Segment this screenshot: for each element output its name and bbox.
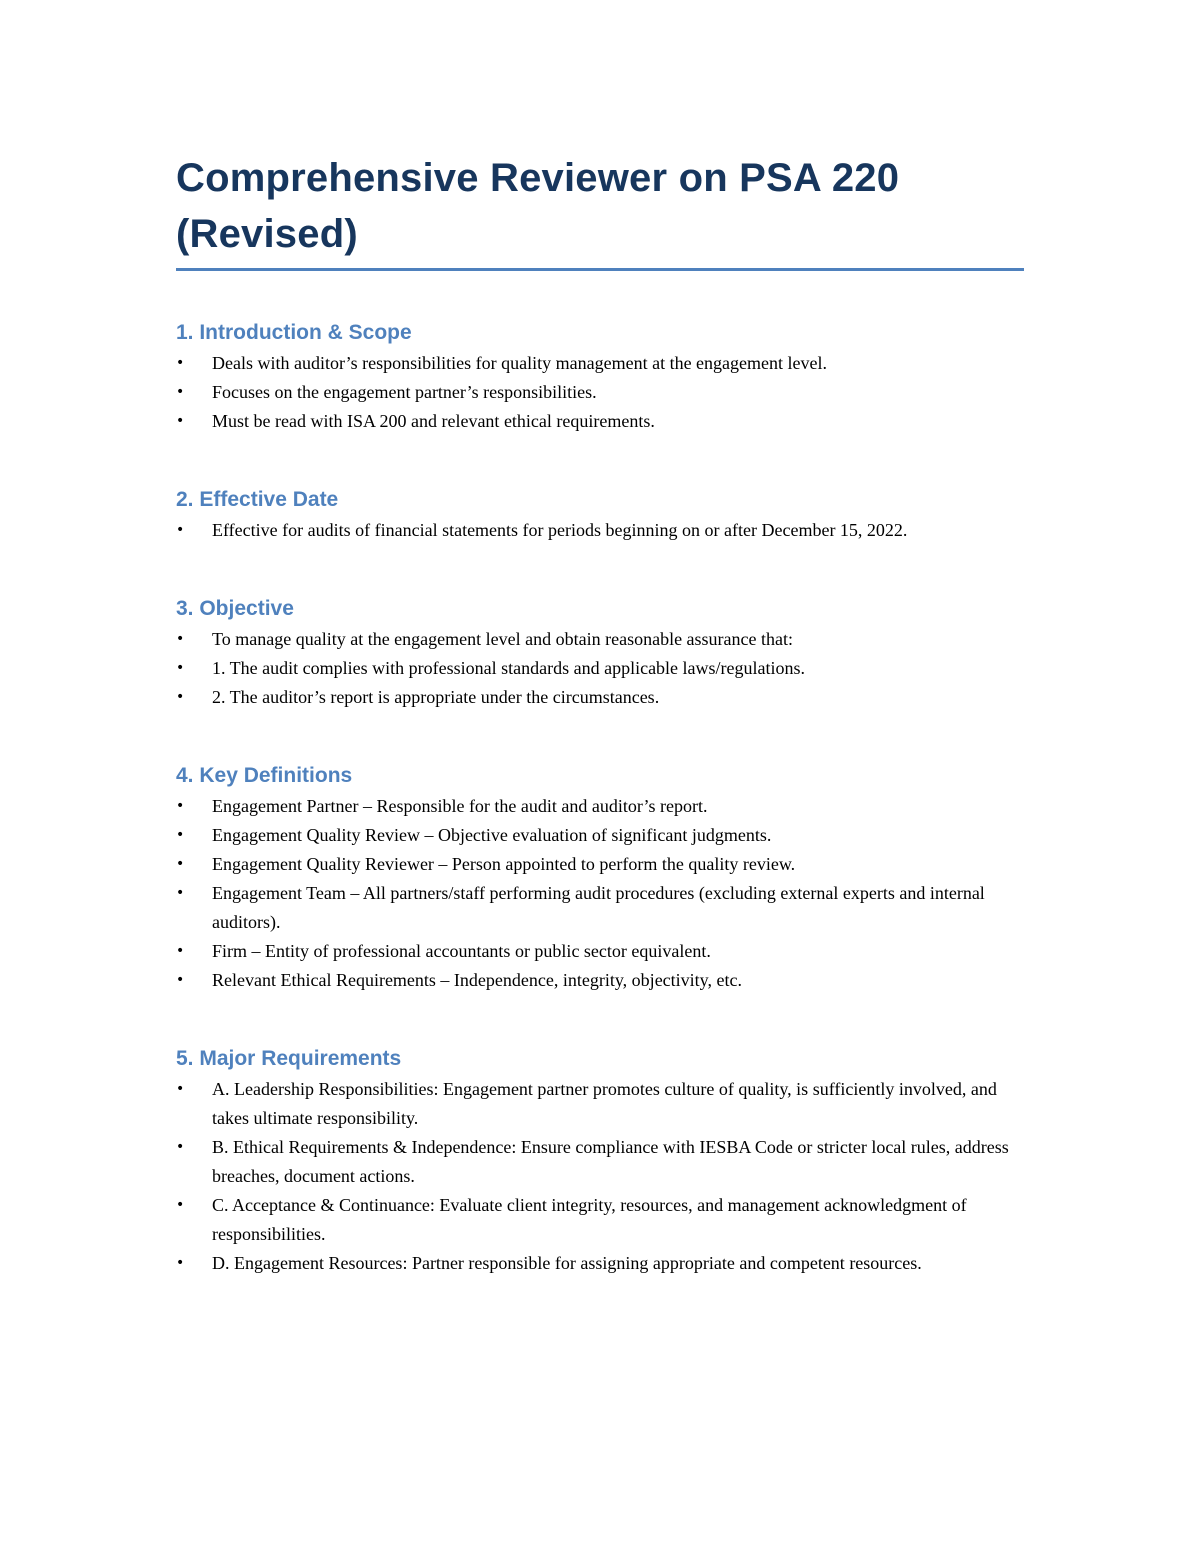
bullet-icon: • [176,522,185,538]
list-item-text: 1. The audit complies with professional standards and applicable laws/regulations. [212,658,806,678]
list-item [176,516,1024,545]
bullet-list [176,349,1024,436]
section-introduction-scope [176,319,1024,436]
bullet-icon: • [176,972,185,988]
list-item-text: C. Acceptance & Continuance: Evaluate client integrity, resources, and management acknowledgment of responsibilities. [212,1195,967,1244]
bullet-icon: • [176,827,185,843]
list-item [176,1191,1024,1249]
document-body [176,150,1024,1278]
list-item [176,654,1024,683]
list-item [176,1075,1024,1133]
bullet-list [176,792,1024,995]
section-major-requirements [176,1045,1024,1278]
list-item [176,850,1024,879]
list-item-text: Firm – Entity of professional accountants or public sector equivalent. [212,941,711,961]
list-item [176,937,1024,966]
list-item [176,1249,1024,1278]
bullet-icon: • [176,1139,185,1155]
title-underline [176,268,1024,271]
bullet-list [176,1075,1024,1278]
bullet-list [176,516,1024,545]
list-item [176,349,1024,378]
bullet-icon: • [176,413,185,429]
list-item [176,879,1024,937]
section-heading: 1. Introduction & Scope [176,321,412,344]
list-item-text: Relevant Ethical Requirements – Independence, integrity, objectivity, etc. [212,970,742,990]
bullet-icon: • [176,798,185,814]
bullet-icon: • [176,384,185,400]
bullet-icon: • [176,885,185,901]
bullet-icon: • [176,689,185,705]
bullet-icon: • [176,943,185,959]
bullet-icon: • [176,1081,185,1097]
list-item [176,683,1024,712]
list-item-text: Engagement Team – All partners/staff performing audit procedures (excluding external experts and internal auditors). [212,883,985,932]
bullet-icon: • [176,1197,185,1213]
bullet-icon: • [176,355,185,371]
list-item [176,1133,1024,1191]
list-item-text: D. Engagement Resources: Partner responsible for assigning appropriate and competent resources. [212,1253,922,1273]
list-item-text: Engagement Quality Review – Objective evaluation of significant judgments. [212,825,772,845]
bullet-icon: • [176,660,185,676]
section-effective-date [176,486,1024,545]
bullet-icon: • [176,1255,185,1271]
list-item [176,378,1024,407]
list-item-text: Effective for audits of financial statements for periods beginning on or after December 15, 2022. [212,520,908,540]
bullet-list [176,625,1024,712]
section-objective [176,595,1024,712]
section-key-definitions [176,762,1024,995]
bullet-icon: • [176,856,185,872]
list-item [176,792,1024,821]
document-title: Comprehensive Reviewer on PSA 220 (Revised) [176,156,900,256]
list-item [176,407,1024,436]
list-item-text: A. Leadership Responsibilities: Engagement partner promotes culture of quality, is sufficiently involved, and takes ultimate responsibility. [212,1079,997,1128]
list-item-text: 2. The auditor’s report is appropriate under the circumstances. [212,687,660,707]
list-item-text: Focuses on the engagement partner’s responsibilities. [212,382,597,402]
list-item-text: Engagement Partner – Responsible for the audit and auditor’s report. [212,796,708,816]
section-heading: 5. Major Requirements [176,1047,402,1070]
list-item [176,966,1024,995]
section-heading: 4. Key Definitions [176,764,353,787]
list-item [176,821,1024,850]
bullet-icon: • [176,631,185,647]
section-heading: 3. Objective [176,597,294,620]
section-heading: 2. Effective Date [176,488,339,511]
list-item-text: Deals with auditor’s responsibilities for quality management at the engagement level. [212,353,827,373]
list-item-text: B. Ethical Requirements & Independence: Ensure compliance with IESBA Code or stricter local rules, address breaches, document actions. [212,1137,1009,1186]
list-item-text: Must be read with ISA 200 and relevant ethical requirements. [212,411,655,431]
list-item-text: To manage quality at the engagement level and obtain reasonable assurance that: [212,629,794,649]
list-item [176,625,1024,654]
list-item-text: Engagement Quality Reviewer – Person appointed to perform the quality review. [212,854,796,874]
